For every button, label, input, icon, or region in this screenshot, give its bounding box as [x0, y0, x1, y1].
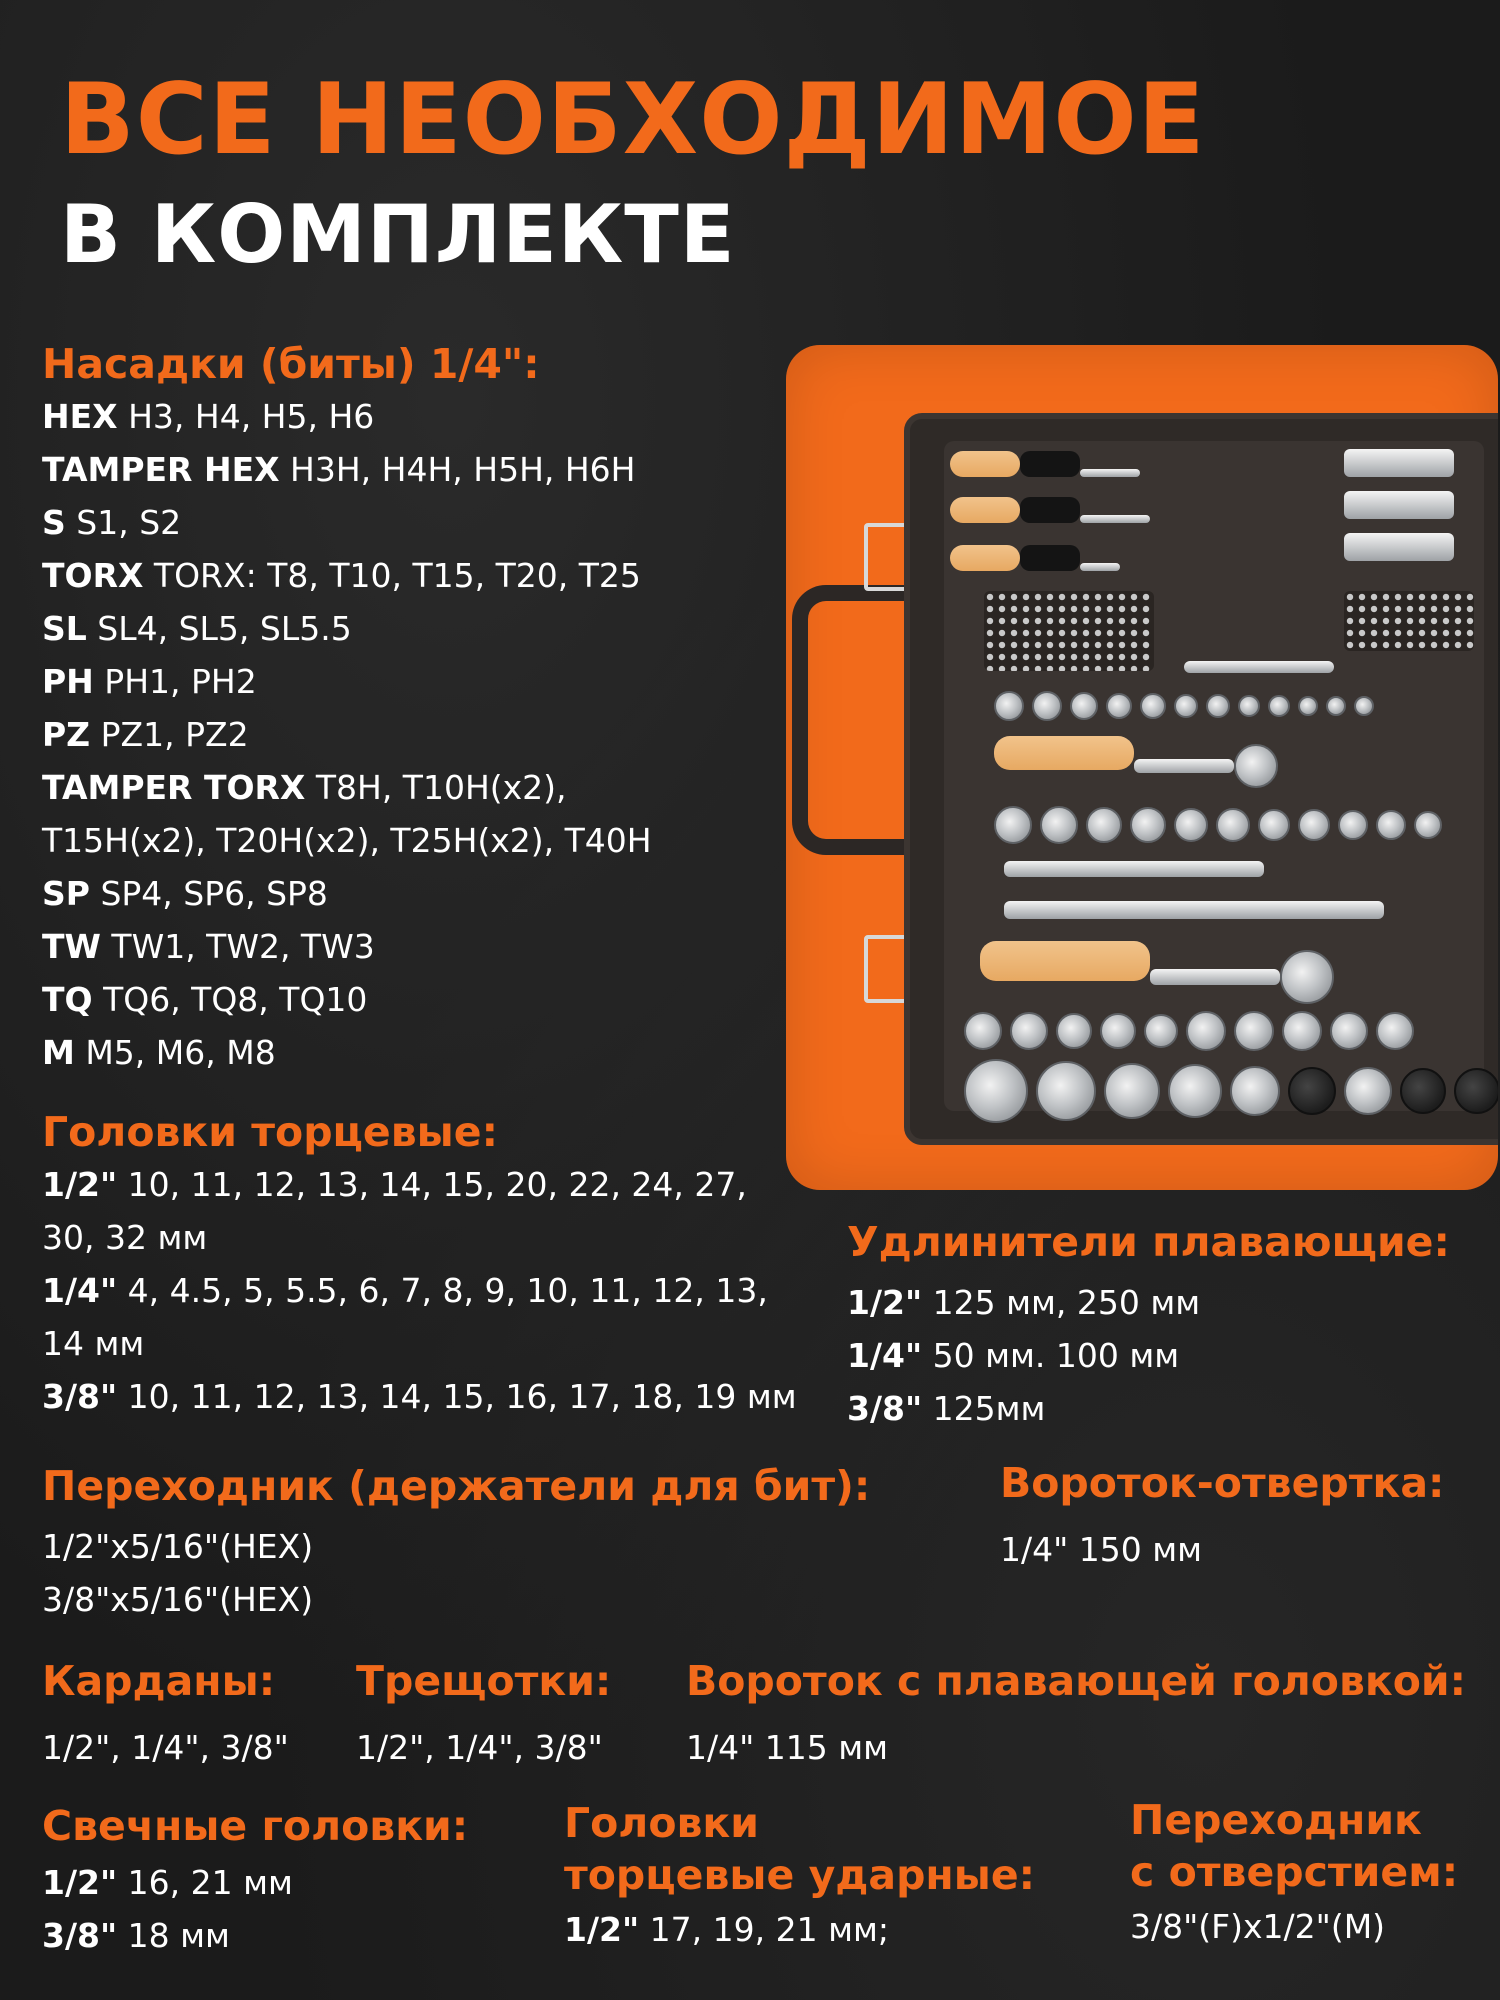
extensions-section: [847, 1216, 1450, 1435]
bits-item-values: S1, S2: [65, 503, 182, 542]
sockets-item-values: 10, 11, 12, 13, 14, 15, 20, 22, 24, 27,: [117, 1165, 747, 1204]
ratchets-heading: Трещотки:: [356, 1657, 612, 1705]
extensions-item-values: 125 мм, 250 мм: [922, 1283, 1201, 1322]
sockets-item: [42, 1211, 797, 1264]
bit-holder-left: [984, 591, 1154, 671]
sockets-item-label: 1/4": [42, 1271, 118, 1310]
impact-sockets-item-label: 1/2": [564, 1910, 640, 1949]
bits-item-values: SP4, SP6, SP8: [89, 874, 328, 913]
cardans-item: 1/2", 1/4", 3/8": [42, 1728, 289, 1767]
bits-item-values: PZ1, PZ2: [90, 715, 249, 754]
adapter-hole-heading-1: Переходник: [1130, 1796, 1422, 1844]
bits-item: [42, 390, 652, 443]
spark-sockets-heading: Свечные головки:: [42, 1802, 469, 1850]
socket-row-large: [964, 1059, 1498, 1123]
ratchet-1-4: [994, 736, 1278, 788]
spark-sockets-item: [42, 1856, 468, 1909]
bits-item-values: H3, H4, H5, H6: [117, 397, 375, 436]
extensions-item-values: 125мм: [922, 1389, 1046, 1428]
spark-sockets-section: [42, 1800, 468, 1962]
title-line-1: ВСЕ НЕОБХОДИМОЕ: [60, 63, 1206, 177]
bits-item-label: SP: [42, 874, 90, 913]
deep-socket-3: [1344, 533, 1454, 561]
bits-item: [42, 443, 652, 496]
extensions-item-label: 3/8": [847, 1389, 923, 1428]
bits-item-label: TORX: [42, 556, 144, 595]
tool-case: [904, 413, 1498, 1145]
adapter-bits-heading: Переходник (держатели для бит):: [42, 1462, 871, 1510]
adapter-bits-item: 1/2"x5/16"(HEX): [42, 1527, 314, 1566]
extensions-item: [847, 1329, 1450, 1382]
sockets-item-values: 30, 32 мм: [42, 1218, 208, 1257]
socket-row-1: [994, 691, 1374, 721]
bits-item-values: H3H, H4H, H5H, H6H: [279, 450, 636, 489]
spark-sockets-item-label: 3/8": [42, 1916, 118, 1955]
bits-item: [42, 549, 652, 602]
sockets-heading: Головки торцевые:: [42, 1108, 498, 1156]
sockets-item: [42, 1264, 797, 1317]
extensions-item-values: 50 мм. 100 мм: [922, 1336, 1180, 1375]
tbar-screwdriver-heading: Вороток-отвертка:: [1000, 1459, 1445, 1507]
bits-item: [42, 920, 652, 973]
impact-sockets-item: [564, 1903, 1035, 1956]
bits-item: [42, 973, 652, 1026]
bits-item-label: TAMPER TORX: [42, 768, 306, 807]
screwdriver-3: [950, 545, 1120, 575]
bits-item-values: TQ6, TQ8, TQ10: [92, 980, 368, 1019]
extension-bar-1: [1004, 861, 1264, 877]
sockets-list: [42, 1158, 797, 1423]
bits-item: [42, 496, 652, 549]
bits-item-values: SL4, SL5, SL5.5: [86, 609, 352, 648]
extensions-item-label: 1/4": [847, 1336, 923, 1375]
impact-sockets-list: [564, 1903, 1035, 1956]
sockets-item: [42, 1158, 797, 1211]
spark-sockets-item: [42, 1909, 468, 1962]
extensions-item: [847, 1276, 1450, 1329]
bits-item-label: TW: [42, 927, 101, 966]
cardans-heading: Карданы:: [42, 1657, 276, 1705]
screwdriver-2: [950, 497, 1150, 527]
sockets-item-label: 3/8": [42, 1377, 118, 1416]
bits-item: [42, 867, 652, 920]
impact-sockets-section: [564, 1797, 1035, 1956]
floating-tbar-item: 1/4" 115 мм: [686, 1728, 889, 1767]
sockets-section: [42, 1106, 797, 1423]
impact-sockets-heading-2: торцевые ударные:: [564, 1851, 1036, 1899]
bit-holder-right: [1344, 591, 1474, 651]
floating-tbar-heading: Вороток с плавающей головкой:: [686, 1657, 1467, 1705]
bits-item-label: TQ: [42, 980, 93, 1019]
adapter-bits-section: [42, 1460, 870, 1626]
bits-section: [42, 338, 652, 1079]
tbar-screwdriver-section: [1000, 1457, 1444, 1576]
ratchets-section: [356, 1655, 611, 1774]
bits-item-label: PZ: [42, 715, 91, 754]
title-line-2: В КОМПЛЕКТЕ: [60, 188, 736, 281]
tbar-screwdriver-item: 1/4" 150 мм: [1000, 1530, 1203, 1569]
bits-item-label: M: [42, 1033, 75, 1072]
spark-sockets-item-values: 18 мм: [117, 1916, 230, 1955]
impact-sockets-item-values: 17, 19, 21 мм;: [639, 1910, 889, 1949]
adapter-bits-item: 3/8"x5/16"(HEX): [42, 1580, 314, 1619]
sockets-item-values: 4, 4.5, 5, 5.5, 6, 7, 8, 9, 10, 11, 12, 13,: [117, 1271, 768, 1310]
bits-item: [42, 761, 652, 814]
bits-item-label: HEX: [42, 397, 118, 436]
impact-sockets-heading-1: Головки: [564, 1799, 759, 1847]
bits-item: [42, 708, 652, 761]
adapter-hole-section: [1130, 1794, 1458, 1953]
screwdriver-1: [950, 451, 1140, 481]
bits-item: [42, 602, 652, 655]
extension-bar-2: [1004, 901, 1384, 919]
bits-item-values: T8H, T10H(x2),: [305, 768, 567, 807]
adapter-hole-heading-2: с отверстием:: [1130, 1848, 1459, 1896]
bits-item-label: PH: [42, 662, 94, 701]
socket-row-2: [994, 806, 1442, 844]
spark-sockets-list: [42, 1856, 468, 1962]
bits-item-values: M5, M6, M8: [74, 1033, 276, 1072]
sockets-item-label: 1/2": [42, 1165, 118, 1204]
bits-item-values: TORX: T8, T10, T15, T20, T25: [143, 556, 641, 595]
bits-list: [42, 390, 652, 1079]
ratchet-1-2: [980, 941, 1334, 1004]
bits-item-label: TAMPER HEX: [42, 450, 280, 489]
extensions-item-label: 1/2": [847, 1283, 923, 1322]
deep-socket-2: [1344, 491, 1454, 519]
extensions-list: [847, 1276, 1450, 1435]
extensions-heading: Удлинители плавающие:: [847, 1218, 1450, 1266]
bits-item: [42, 1026, 652, 1079]
spark-sockets-item-values: 16, 21 мм: [117, 1863, 293, 1902]
sockets-item: [42, 1317, 797, 1370]
bits-heading: Насадки (биты) 1/4":: [42, 340, 540, 388]
cardans-section: [42, 1655, 289, 1774]
adapter-hole-item: 3/8"(F)x1/2"(M): [1130, 1907, 1386, 1946]
bits-item: [42, 655, 652, 708]
tool-case-tray: [944, 441, 1484, 1111]
bits-item-values: PH1, PH2: [93, 662, 257, 701]
deep-socket-1: [1344, 449, 1454, 477]
bits-item: [42, 814, 652, 867]
socket-row-3: [964, 1011, 1414, 1051]
sockets-item-values: 14 мм: [42, 1324, 145, 1363]
product-image-panel: [786, 345, 1498, 1190]
extension-bar-small: [1184, 661, 1334, 673]
bits-item-label: S: [42, 503, 66, 542]
sockets-item: [42, 1370, 797, 1423]
spark-sockets-item-label: 1/2": [42, 1863, 118, 1902]
bits-item-label: SL: [42, 609, 87, 648]
bits-item-values: T15H(x2), T20H(x2), T25H(x2), T40H: [42, 821, 652, 860]
extensions-item: [847, 1382, 1450, 1435]
floating-tbar-section: [686, 1655, 1466, 1774]
ratchets-item: 1/2", 1/4", 3/8": [356, 1728, 603, 1767]
bits-item-values: TW1, TW2, TW3: [100, 927, 375, 966]
sockets-item-values: 10, 11, 12, 13, 14, 15, 16, 17, 18, 19 мм: [117, 1377, 797, 1416]
